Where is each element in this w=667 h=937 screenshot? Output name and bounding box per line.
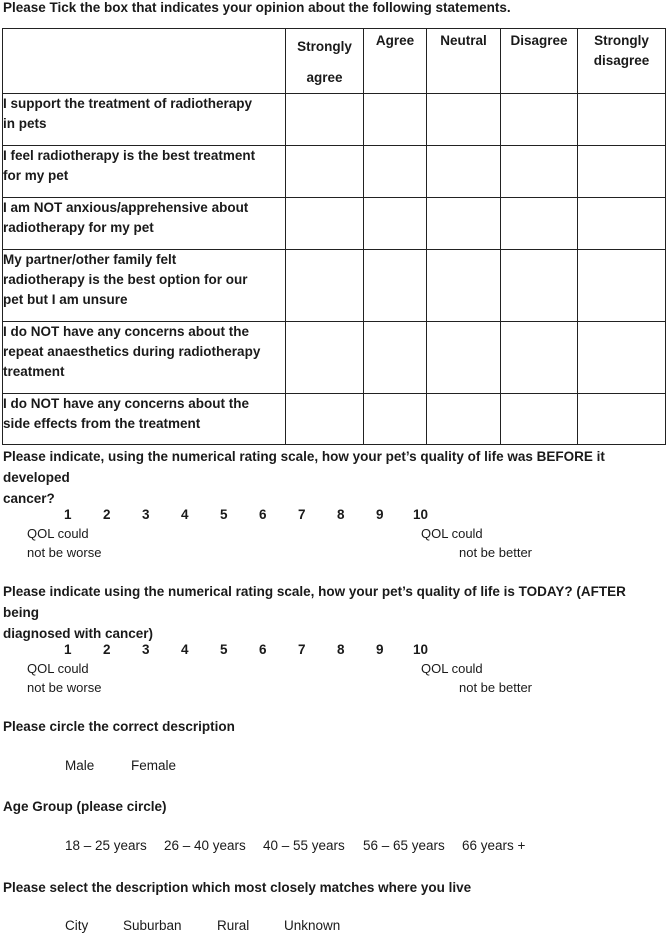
tick-box-neutral[interactable] [427,322,501,394]
gender-question: Please circle the correct description [3,719,235,734]
age-question: Age Group (please circle) [3,799,167,814]
qol-before-scale [0,507,667,527]
tick-box-neutral[interactable] [427,394,501,445]
header-strongly-disagree: Strongly disagree [578,29,666,94]
tick-box-disagree[interactable] [501,250,578,322]
tick-box-strongly-disagree[interactable] [578,394,666,445]
tick-box-strongly-disagree[interactable] [578,146,666,198]
tick-box-neutral[interactable] [427,94,501,146]
tick-box-disagree[interactable] [501,198,578,250]
tick-box-neutral[interactable] [427,250,501,322]
scale-number[interactable]: 9 [376,507,384,522]
tick-box-strongly-agree[interactable] [286,198,364,250]
age-option[interactable]: 66 years + [462,838,526,853]
scale-number[interactable]: 9 [376,642,384,657]
scale-number[interactable]: 5 [220,642,228,657]
tick-box-neutral[interactable] [427,146,501,198]
scale-number[interactable]: 4 [181,642,189,657]
scale-number[interactable]: 3 [142,642,150,657]
qol-today-question: Please indicate using the numerical rating scale, how your pet’s quality of life is TODAY? (AFTER being diagnosed with cancer) [3,584,626,641]
qol-before-question: Please indicate, using the numerical rating scale, how your pet’s quality of life was BEFORE it developed cancer? [3,449,605,506]
age-option[interactable]: 26 – 40 years [164,838,246,853]
age-option[interactable]: 56 – 65 years [363,838,445,853]
scale-number[interactable]: 10 [413,642,429,657]
gender-option-female[interactable]: Female [131,758,177,773]
scale-right-label: QOL could [421,526,483,541]
scale-number[interactable]: 8 [337,507,345,522]
statement-cell: I feel radiotherapy is the best treatment for my pet [3,146,286,198]
scale-right-label: not be better [459,680,532,695]
tick-box-disagree[interactable] [501,146,578,198]
opinion-table [2,28,666,445]
scale-number[interactable]: 1 [64,507,72,522]
tick-box-neutral[interactable] [427,198,501,250]
tick-box-disagree[interactable] [501,94,578,146]
scale-left-label: not be worse [27,680,102,695]
scale-number[interactable]: 10 [413,507,429,522]
table-row [3,94,666,146]
header-agree: Agree [364,29,427,94]
tick-box-strongly-disagree[interactable] [578,322,666,394]
scale-number[interactable]: 5 [220,507,228,522]
header-disagree: Disagree [501,29,578,94]
tick-box-strongly-agree[interactable] [286,322,364,394]
header-strongly-agree: Strongly agree [286,29,364,94]
scale-number[interactable]: 6 [259,642,267,657]
scale-number[interactable]: 1 [64,642,72,657]
table-row [3,322,666,394]
scale-number[interactable]: 7 [298,507,306,522]
table-row [3,198,666,250]
scale-number[interactable]: 8 [337,642,345,657]
statement-cell: I do NOT have any concerns about the repeat anaesthetics during radiotherapy treatment [3,322,286,394]
location-option-city[interactable]: City [65,918,89,933]
table-row [3,394,666,445]
tick-box-strongly-disagree[interactable] [578,250,666,322]
tick-box-agree[interactable] [364,322,427,394]
statement-cell: I do NOT have any concerns about the side effects from the treatment [3,394,286,445]
statement-cell: My partner/other family felt radiotherapy is the best option for our pet but I am unsure [3,250,286,322]
location-question: Please select the description which most closely matches where you live [3,880,472,895]
header-neutral: Neutral [427,29,501,94]
scale-number[interactable]: 7 [298,642,306,657]
scale-number[interactable]: 3 [142,507,150,522]
intro-instruction: Please Tick the box that indicates your opinion about the following statements. [3,0,511,15]
table-row [3,250,666,322]
scale-left-label: QOL could [27,526,89,541]
tick-box-agree[interactable] [364,394,427,445]
tick-box-agree[interactable] [364,94,427,146]
tick-box-strongly-agree[interactable] [286,94,364,146]
qol-today-scale [0,642,667,662]
age-option[interactable]: 40 – 55 years [263,838,345,853]
scale-number[interactable]: 2 [103,507,111,522]
location-option-unknown[interactable]: Unknown [284,918,341,933]
tick-box-agree[interactable] [364,146,427,198]
tick-box-disagree[interactable] [501,322,578,394]
scale-right-label: QOL could [421,661,483,676]
tick-box-strongly-agree[interactable] [286,394,364,445]
table-row [3,146,666,198]
scale-left-label: QOL could [27,661,89,676]
location-option-rural[interactable]: Rural [217,918,250,933]
scale-number[interactable]: 2 [103,642,111,657]
tick-box-agree[interactable] [364,198,427,250]
tick-box-strongly-agree[interactable] [286,146,364,198]
tick-box-strongly-agree[interactable] [286,250,364,322]
scale-right-label: not be better [459,545,532,560]
table-header-row [3,29,666,94]
statement-cell: I support the treatment of radiotherapy in pets [3,94,286,146]
header-blank [3,29,286,94]
scale-number[interactable]: 6 [259,507,267,522]
statement-cell: I am NOT anxious/apprehensive about radiotherapy for my pet [3,198,286,250]
location-option-suburban[interactable]: Suburban [123,918,182,933]
tick-box-disagree[interactable] [501,394,578,445]
tick-box-agree[interactable] [364,250,427,322]
tick-box-strongly-disagree[interactable] [578,198,666,250]
tick-box-strongly-disagree[interactable] [578,94,666,146]
gender-option-male[interactable]: Male [65,758,95,773]
age-option[interactable]: 18 – 25 years [65,838,147,853]
scale-number[interactable]: 4 [181,507,189,522]
scale-left-label: not be worse [27,545,102,560]
